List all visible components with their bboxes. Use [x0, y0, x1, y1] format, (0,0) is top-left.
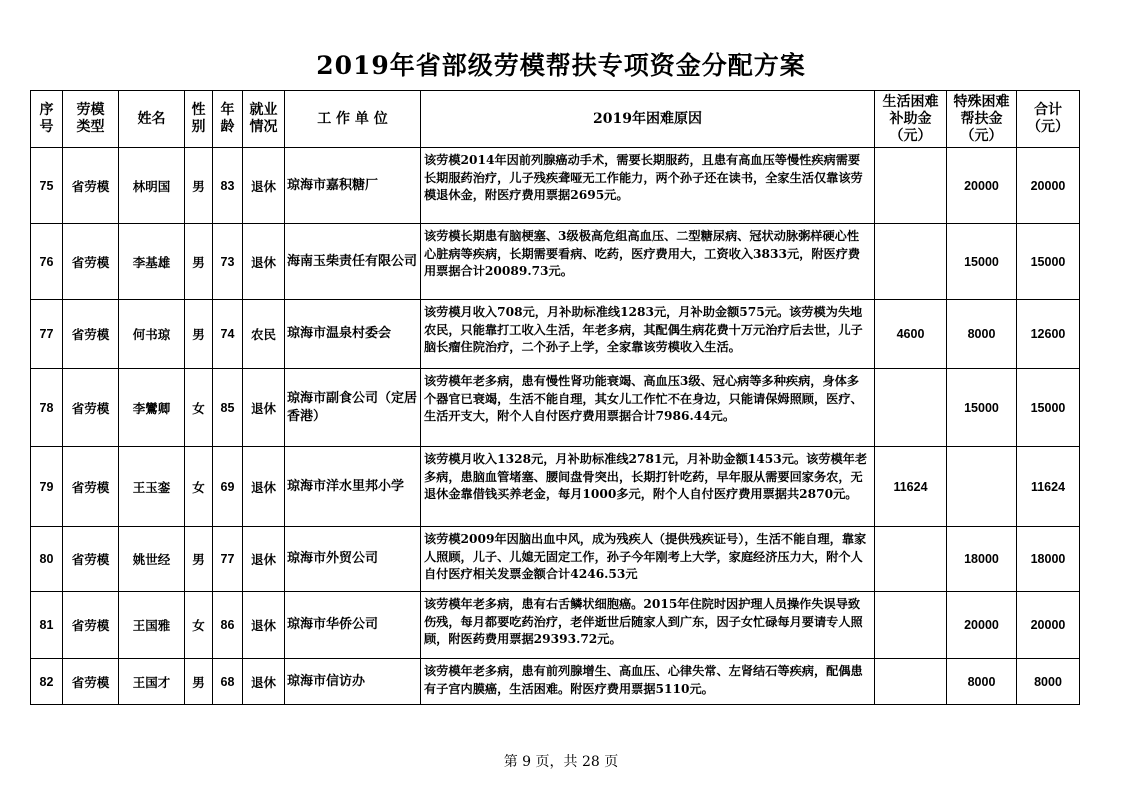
- header-gender: 性 别: [185, 91, 213, 148]
- cell-special: 15000: [947, 369, 1017, 447]
- cell-seq: 80: [31, 527, 63, 592]
- table-row: [31, 447, 1080, 527]
- cell-age: 77: [213, 527, 243, 592]
- cell-type: 省劳模: [63, 592, 119, 659]
- cell-type: 省劳模: [63, 369, 119, 447]
- header-unit: 工 作 单 位: [285, 91, 421, 148]
- header-living: 生活困难 补助金 （元）: [875, 91, 947, 148]
- cell-living: [875, 369, 947, 447]
- cell-employment: 退休: [243, 369, 285, 447]
- cell-type: 省劳模: [63, 447, 119, 527]
- cell-name: 何书琼: [119, 300, 185, 369]
- cell-name: 李基雄: [119, 224, 185, 300]
- cell-total: 15000: [1017, 224, 1080, 300]
- cell-reason: 该劳模长期患有脑梗塞、3级极高危组高血压、二型糖尿病、冠状动脉粥样硬心性心脏病等疾病，长期需要看病、吃药，医疗费用大，工资收入3833元，附医疗费用票据合计20089.73元。: [421, 224, 875, 300]
- cell-unit: 琼海市温泉村委会: [285, 300, 421, 369]
- table-row: [31, 369, 1080, 447]
- table-row: [31, 659, 1080, 705]
- cell-employment: 退休: [243, 527, 285, 592]
- cell-seq: 79: [31, 447, 63, 527]
- cell-age: 68: [213, 659, 243, 705]
- cell-unit: 琼海市洋水里邦小学: [285, 447, 421, 527]
- cell-unit: 琼海市华侨公司: [285, 592, 421, 659]
- page-footer: 第 9 页，共 28 页: [503, 754, 619, 770]
- cell-living: 11624: [875, 447, 947, 527]
- header-special: 特殊困难 帮扶金 （元）: [947, 91, 1017, 148]
- cell-name: 王玉銮: [119, 447, 185, 527]
- cell-reason: 该劳模2014年因前列腺癌动手术，需要长期服药，且患有高血压等慢性疾病需要长期服药治疗，儿子残疾聋哑无工作能力，两个孙子还在读书，全家生活仅靠该劳模退休金，附医疗费用票据2695元。: [421, 148, 875, 224]
- page-title: 2019年省部级劳模帮扶专项资金分配方案: [316, 51, 806, 80]
- cell-type: 省劳模: [63, 659, 119, 705]
- cell-type: 省劳模: [63, 224, 119, 300]
- cell-living: [875, 592, 947, 659]
- cell-age: 85: [213, 369, 243, 447]
- cell-seq: 75: [31, 148, 63, 224]
- header-name: 姓名: [119, 91, 185, 148]
- table-row: [31, 300, 1080, 369]
- cell-age: 73: [213, 224, 243, 300]
- cell-special: 8000: [947, 659, 1017, 705]
- cell-total: 20000: [1017, 592, 1080, 659]
- cell-total: 18000: [1017, 527, 1080, 592]
- cell-gender: 男: [185, 224, 213, 300]
- cell-employment: 退休: [243, 224, 285, 300]
- cell-type: 省劳模: [63, 300, 119, 369]
- cell-special: 8000: [947, 300, 1017, 369]
- cell-unit: 琼海市副食公司（定居香港）: [285, 369, 421, 447]
- cell-reason: 该劳模2009年因脑出血中风，成为残疾人（提供残疾证号），生活不能自理，靠家人照顾，儿子、儿媳无固定工作，孙子今年刚考上大学，家庭经济压力大，附个人自付医疗相关发票金额合计4246.53元: [421, 527, 875, 592]
- cell-total: 12600: [1017, 300, 1080, 369]
- cell-special: 20000: [947, 148, 1017, 224]
- cell-reason: 该劳模年老多病，患有慢性肾功能衰竭、高血压3级、冠心病等多种疾病，身体多个器官已衰竭，生活不能自理，其女儿工作忙不在身边，只能请保姆照顾，医疗、生活开支大，附个人自付医疗费用票据合计7986.44元。: [421, 369, 875, 447]
- cell-name: 王国才: [119, 659, 185, 705]
- cell-name: 林明国: [119, 148, 185, 224]
- cell-gender: 男: [185, 659, 213, 705]
- cell-total: 15000: [1017, 369, 1080, 447]
- cell-employment: 退休: [243, 592, 285, 659]
- cell-reason: 该劳模月收入708元，月补助标准线1283元，月补助金额575元。该劳模为失地农民，只能靠打工收入生活，年老多病，其配偶生病花费十万元治疗后去世，儿子脑长瘤住院治疗，二个孙子上学，全家靠该劳模收入生活。: [421, 300, 875, 369]
- cell-seq: 81: [31, 592, 63, 659]
- cell-special: 20000: [947, 592, 1017, 659]
- cell-age: 86: [213, 592, 243, 659]
- cell-unit: 琼海市外贸公司: [285, 527, 421, 592]
- header-row: [31, 91, 1080, 148]
- cell-total: 8000: [1017, 659, 1080, 705]
- header-total: 合计 （元）: [1017, 91, 1080, 148]
- cell-seq: 82: [31, 659, 63, 705]
- cell-gender: 女: [185, 369, 213, 447]
- table-row: [31, 224, 1080, 300]
- cell-reason: 该劳模年老多病，患有前列腺增生、高血压、心律失常、左肾结石等疾病，配偶患有子宫内膜癌，生活困难。附医疗费用票据5110元。: [421, 659, 875, 705]
- cell-living: 4600: [875, 300, 947, 369]
- cell-reason: 该劳模月收入1328元，月补助标准线2781元，月补助金额1453元。该劳模年老多病，患脑血管堵塞、腰间盘骨突出，长期打针吃药，早年服从需要回家务农，无退休金靠借钱买养老金，每月1000多元，附个人自付医疗费用票据共2870元。: [421, 447, 875, 527]
- table-row: [31, 148, 1080, 224]
- header-employment: 就业 情况: [243, 91, 285, 148]
- cell-special: 18000: [947, 527, 1017, 592]
- cell-living: [875, 527, 947, 592]
- cell-employment: 农民: [243, 300, 285, 369]
- cell-seq: 78: [31, 369, 63, 447]
- cell-gender: 男: [185, 527, 213, 592]
- cell-employment: 退休: [243, 447, 285, 527]
- cell-type: 省劳模: [63, 527, 119, 592]
- cell-age: 69: [213, 447, 243, 527]
- cell-gender: 女: [185, 592, 213, 659]
- header-age: 年 龄: [213, 91, 243, 148]
- cell-special: 15000: [947, 224, 1017, 300]
- cell-employment: 退休: [243, 659, 285, 705]
- cell-living: [875, 224, 947, 300]
- allocation-table: [30, 90, 1080, 705]
- cell-name: 姚世经: [119, 527, 185, 592]
- cell-living: [875, 659, 947, 705]
- cell-employment: 退休: [243, 148, 285, 224]
- table-row: [31, 592, 1080, 659]
- cell-gender: 男: [185, 300, 213, 369]
- cell-unit: 海南玉柴责任有限公司: [285, 224, 421, 300]
- cell-age: 74: [213, 300, 243, 369]
- table-row: [31, 527, 1080, 592]
- header-reason: 2019年困难原因: [421, 91, 875, 148]
- cell-type: 省劳模: [63, 148, 119, 224]
- cell-unit: 琼海市信访办: [285, 659, 421, 705]
- cell-seq: 76: [31, 224, 63, 300]
- cell-seq: 77: [31, 300, 63, 369]
- cell-name: 王国雅: [119, 592, 185, 659]
- cell-special: [947, 447, 1017, 527]
- cell-living: [875, 148, 947, 224]
- cell-name: 李鸞卿: [119, 369, 185, 447]
- cell-gender: 女: [185, 447, 213, 527]
- header-seq: 序 号: [31, 91, 63, 148]
- cell-age: 83: [213, 148, 243, 224]
- cell-total: 11624: [1017, 447, 1080, 527]
- cell-reason: 该劳模年老多病，患有右舌鳞状细胞癌。2015年住院时因护理人员操作失误导致伤残，每月都要吃药治疗，老伴逝世后随家人到广东，因子女忙碌每月要请专人照顾，附医药费用票据29393.72元。: [421, 592, 875, 659]
- cell-total: 20000: [1017, 148, 1080, 224]
- cell-gender: 男: [185, 148, 213, 224]
- cell-unit: 琼海市嘉积糖厂: [285, 148, 421, 224]
- header-type: 劳模 类型: [63, 91, 119, 148]
